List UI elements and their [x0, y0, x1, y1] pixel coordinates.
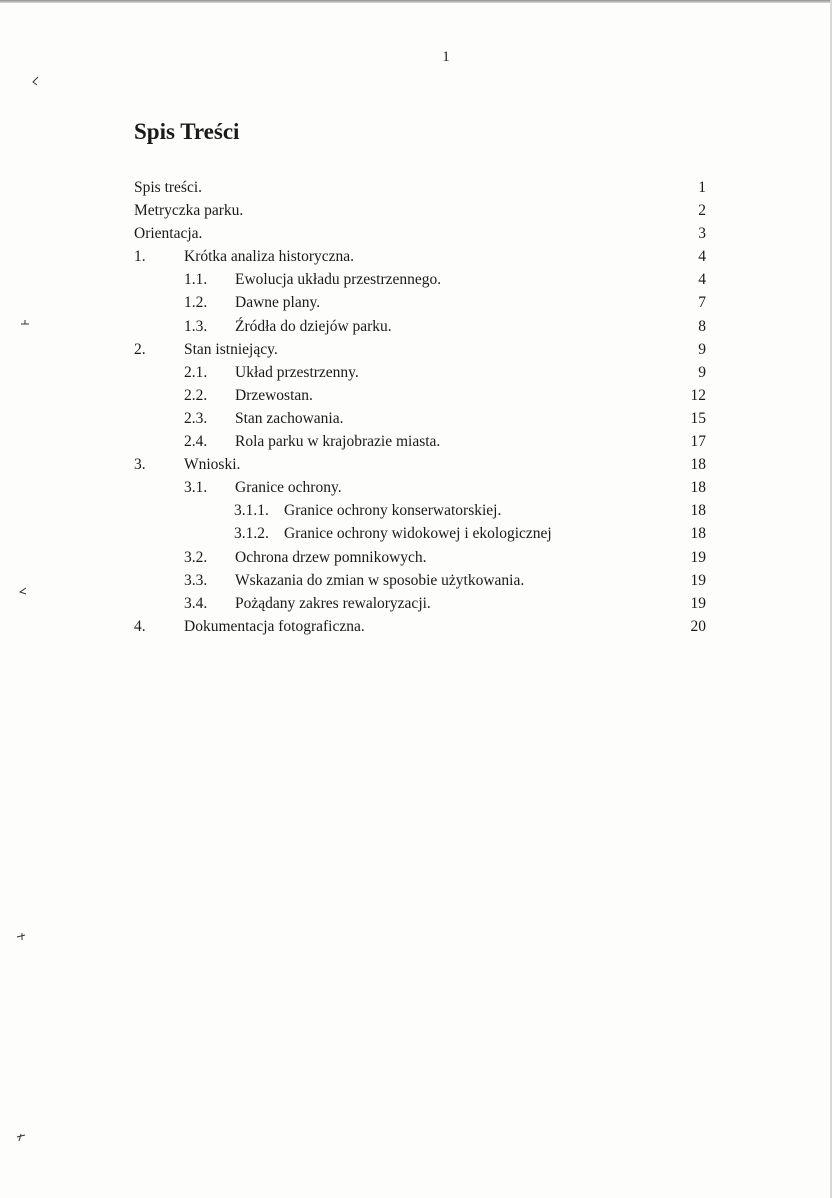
- toc-entry: [134, 522, 714, 545]
- toc-entry-page: 19: [690, 594, 706, 612]
- toc-entry-number: 4.: [134, 617, 146, 635]
- toc-entry: [134, 615, 714, 638]
- toc-entry-page: 7: [698, 294, 706, 312]
- toc-entry-title: Ochrona drzew pomnikowych.: [235, 548, 427, 566]
- toc-entry-page: 2: [698, 202, 706, 220]
- toc-entry-title: Stan istniejący.: [184, 340, 278, 358]
- toc-entry-title: Dokumentacja fotograficzna.: [184, 617, 365, 635]
- toc-entry-title: Krótka analiza historyczna.: [184, 248, 354, 266]
- toc-entry-title: Spis treści.: [134, 179, 203, 196]
- toc-entry-page: 12: [690, 386, 706, 404]
- toc-entry-number: 1.3.: [184, 317, 208, 335]
- scan-mark: [16, 1132, 26, 1142]
- toc-entry: [134, 430, 714, 453]
- toc-entry-title: Wskazania do zmian w sposobie użytkowania.: [235, 571, 525, 589]
- toc-entry-number: 2.2.: [184, 386, 208, 404]
- toc-entry-number: 3.2.: [184, 548, 208, 566]
- toc-entry-title: Orientacja.: [134, 225, 203, 243]
- toc-entry-number: 1.: [134, 248, 146, 266]
- toc-entry-page: 17: [690, 433, 706, 451]
- toc-entry-title: Stan zachowania.: [235, 409, 344, 427]
- toc-entry-title: Rola parku w krajobrazie miasta.: [235, 433, 441, 451]
- toc-entry: [134, 384, 714, 407]
- toc-entry-number: 2.1.: [184, 363, 208, 381]
- toc-entry-number: 3.: [134, 456, 146, 474]
- toc-entry-title: Ewolucja układu przestrzennego.: [235, 271, 442, 289]
- toc-entry-page: 19: [690, 571, 706, 589]
- toc-entry-title: Źródła do dziejów parku.: [235, 317, 392, 335]
- toc-entry: [134, 361, 714, 384]
- toc-entry-title: Wnioski.: [184, 456, 241, 474]
- toc-entry-number: 3.1.2.: [234, 525, 269, 543]
- toc-entry-title: Pożądany zakres rewaloryzacji.: [235, 594, 431, 612]
- toc-entry-page: 4: [698, 271, 706, 289]
- toc-entry-number: 1.2.: [184, 294, 208, 312]
- toc-entry-title: Drzewostan.: [235, 386, 313, 404]
- toc-entry: [134, 291, 714, 314]
- scan-mark: [18, 586, 28, 596]
- toc-entry: [134, 546, 714, 569]
- toc-entry: [134, 268, 714, 291]
- toc-entry-title: Granice ochrony.: [235, 479, 342, 497]
- toc-entry-page: 9: [698, 340, 706, 358]
- scan-mark: [20, 317, 30, 327]
- scan-mark: [16, 932, 26, 942]
- toc-entry-page: 18: [690, 456, 706, 474]
- toc-entry: [134, 199, 714, 222]
- toc-entry-number: 2.3.: [184, 409, 208, 427]
- toc-entry-number: 3.1.1.: [234, 502, 269, 520]
- toc-entry-number: 3.3.: [184, 571, 208, 589]
- toc-entry-title: Układ przestrzenny.: [235, 363, 359, 381]
- toc-entry-page: 15: [690, 409, 706, 427]
- toc-entry: [134, 453, 714, 476]
- toc-entry-page: 18: [690, 525, 706, 543]
- table-of-contents: [134, 176, 714, 638]
- toc-entry-page: 4: [698, 248, 706, 266]
- toc-entry-page: 3: [698, 225, 706, 243]
- toc-entry: [134, 592, 714, 615]
- toc-entry-page: 18: [690, 502, 706, 520]
- toc-entry-number: 3.1.: [184, 479, 208, 497]
- toc-entry-page: 19: [690, 548, 706, 566]
- toc-entry: [134, 338, 714, 361]
- toc-entry-title: Granice ochrony widokowej i ekologicznej: [284, 525, 552, 543]
- scan-mark: [30, 76, 40, 86]
- toc-entry-page: 20: [690, 617, 706, 635]
- page-number: 1: [442, 49, 450, 65]
- toc-entry: [134, 222, 714, 245]
- toc-entry: [134, 176, 714, 199]
- toc-entry-number: 2.4.: [184, 433, 208, 451]
- toc-entry-number: 3.4.: [184, 594, 208, 612]
- toc-entry-number: 1.1.: [184, 271, 208, 289]
- toc-entry: [134, 407, 714, 430]
- toc-entry-title: Dawne plany.: [235, 294, 321, 312]
- page-title: Spis Treści: [134, 119, 240, 144]
- toc-entry: [134, 476, 714, 499]
- toc-entry-page: 18: [690, 479, 706, 497]
- scan-top-edge: [0, 0, 832, 3]
- toc-entry-title: Metryczka parku.: [134, 202, 244, 220]
- toc-entry: [134, 569, 714, 592]
- toc-entry: [134, 245, 714, 268]
- toc-entry: [134, 315, 714, 338]
- toc-entry-page: 9: [698, 363, 706, 381]
- toc-entry-page: 1: [698, 179, 706, 196]
- toc-entry-number: 2.: [134, 340, 146, 358]
- toc-entry-title: Granice ochrony konserwatorskiej.: [284, 502, 502, 520]
- toc-entry-page: 8: [698, 317, 706, 335]
- toc-entry: [134, 499, 714, 522]
